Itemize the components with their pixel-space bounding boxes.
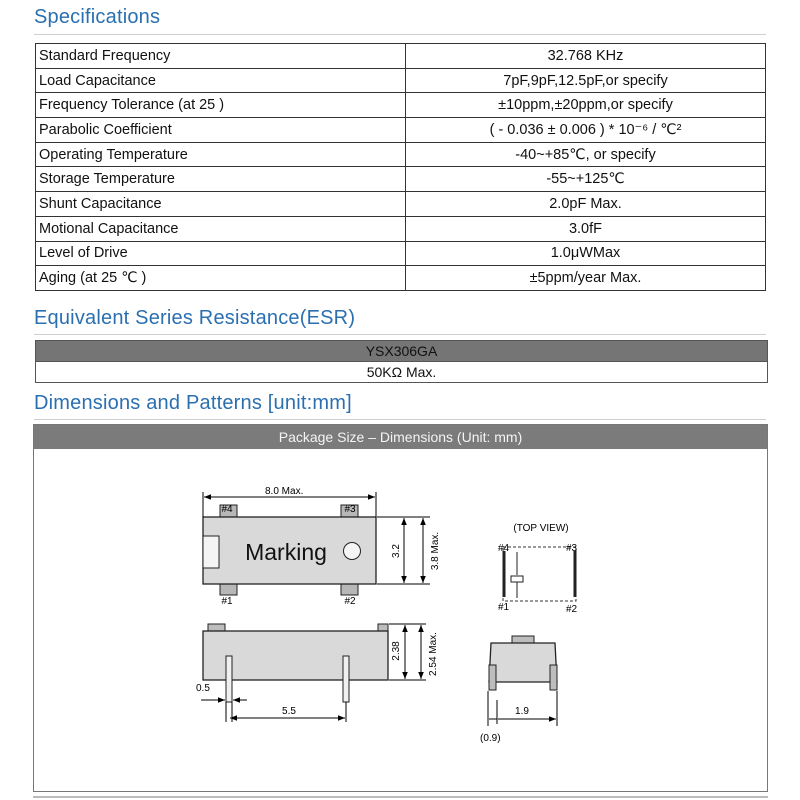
esr-model: YSX306GA: [36, 341, 768, 362]
package-box-header: Package Size – Dimensions (Unit: mm): [34, 425, 767, 449]
spec-value: ( - 0.036 ± 0.006 ) * 10⁻⁶ / ℃²: [406, 118, 766, 143]
pin-width-label: 0.5: [196, 683, 210, 694]
side-height-label: 2.38: [391, 641, 402, 661]
spec-value: 32.768 KHz: [406, 44, 766, 69]
spec-value: 1.0μWMax: [406, 241, 766, 266]
specifications-title: Specifications: [34, 6, 161, 28]
footprint-pin3-label: #3: [566, 543, 578, 554]
dimensions-title: Dimensions and Patterns [unit:mm]: [34, 392, 352, 414]
pin1-label: #1: [221, 596, 233, 607]
spec-param: Parabolic Coefficient: [36, 118, 406, 143]
end-width-label: 1.9: [515, 706, 529, 717]
width-label: 8.0 Max.: [265, 486, 304, 497]
footprint-pin2-label: #2: [566, 604, 578, 615]
package-side-view: [203, 624, 388, 702]
spec-value: 3.0fF: [406, 216, 766, 241]
spec-value: 7pF,9pF,12.5pF,or specify: [406, 68, 766, 93]
spec-param: Motional Capacitance: [36, 216, 406, 241]
footprint-view: [503, 547, 576, 601]
height-dimension: [377, 517, 430, 584]
pin4-label: #4: [221, 504, 233, 515]
side-height-max-label: 2.54 Max.: [428, 632, 439, 676]
footer-divider: [33, 796, 768, 798]
end-pad-label: (0.9): [480, 733, 501, 744]
footprint-pin4-label: #4: [498, 543, 510, 554]
package-end-view: [489, 636, 557, 690]
pin2-label: #2: [344, 596, 356, 607]
pin-width-dimension: [201, 700, 247, 722]
spec-param: Frequency Tolerance (at 25 ): [36, 93, 406, 118]
spec-param: Standard Frequency: [36, 44, 406, 69]
height-max-label: 3.8 Max.: [430, 531, 441, 571]
spec-value: ±10ppm,±20ppm,or specify: [406, 93, 766, 118]
spec-value: -40~+85℃, or specify: [406, 142, 766, 167]
spec-param: Shunt Capacitance: [36, 192, 406, 217]
esr-value: 50KΩ Max.: [36, 362, 768, 383]
spec-value: 2.0pF Max.: [406, 192, 766, 217]
spec-param: Operating Temperature: [36, 142, 406, 167]
spec-param: Aging (at 25 ℃ ): [36, 266, 406, 291]
spec-value: ±5ppm/year Max.: [406, 266, 766, 291]
pin3-label: #3: [344, 504, 356, 515]
pitch-label: 5.5: [282, 706, 296, 717]
height-label: 3.2: [391, 544, 402, 558]
spec-value: -55~+125℃: [406, 167, 766, 192]
footprint-pin1-label: #1: [498, 602, 510, 613]
spec-param: Storage Temperature: [36, 167, 406, 192]
spec-param: Level of Drive: [36, 241, 406, 266]
marking-text: Marking: [245, 539, 327, 565]
spec-param: Load Capacitance: [36, 68, 406, 93]
top-view-label: (TOP VIEW): [513, 523, 569, 534]
esr-title: Equivalent Series Resistance(ESR): [34, 307, 356, 329]
